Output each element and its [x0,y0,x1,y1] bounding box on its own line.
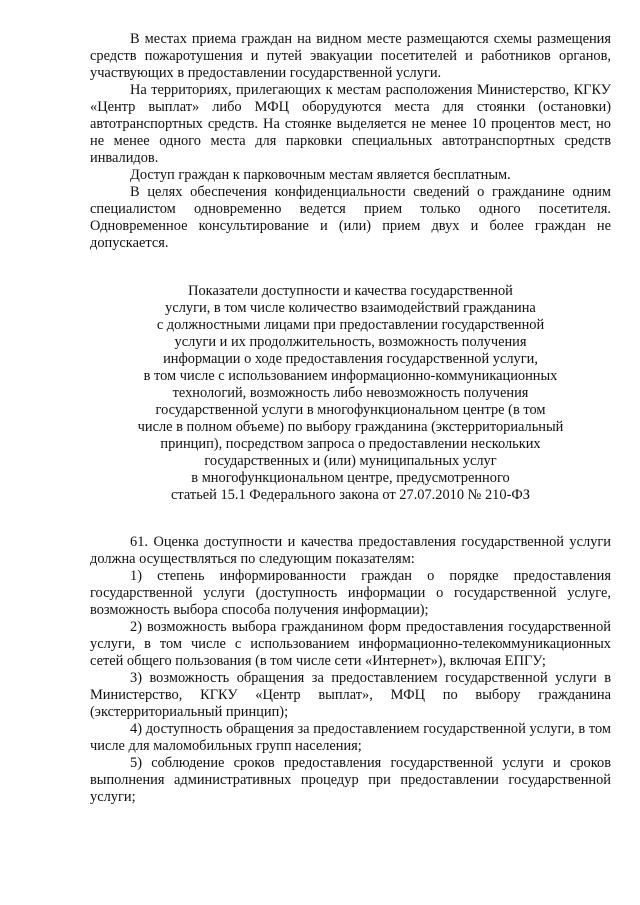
heading-line: Показатели доступности и качества государственной [188,283,513,299]
heading-line: услуги и их продолжительность, возможность получения [174,334,527,350]
heading-line: государственных и (или) муниципальных услуг [204,453,497,469]
heading-line: в том числе с использованием информационно-коммуникационных [143,368,558,384]
list-item-2: 2) возможность выбора гражданином форм предоставления государственной услуги, в том числе с использованием информационно-телекоммуникационных сетей общего пользования (в том числе сети «Интернет»), включая ЕПГУ; [90,619,611,669]
heading-line: с должностными лицами при предоставлении государственной [156,317,545,333]
heading-line: статьей 15.1 Федерального закона от 27.07.2010 № 210-ФЗ [171,487,530,503]
paragraph-evacuation-schemes: В местах приема граждан на видном месте размещаются схемы размещения средств пожаротушения и путей эвакуации посетителей и работников органов, участвующих в предоставлении государственной услуги. [90,31,611,81]
list-item-4: 4) доступность обращения за предоставлением государственной услуги, в том числе для маломобильных групп населения; [90,721,611,754]
paragraph-item-61: 61. Оценка доступности и качества предоставления государственной услуги должна осуществляться по следующим показателям: [90,534,611,567]
list-item-3: 3) возможность обращения за предоставлением государственной услуги в Министерство, КГКУ «Центр выплат», МФЦ по выбору гражданина (экстерриториальный принцип); [90,670,611,720]
heading-line: технологий, возможность либо невозможность получения [172,385,529,401]
heading-line: в многофункциональном центре, предусмотренного [191,470,510,486]
paragraph-free-parking: Доступ граждан к парковочным местам является бесплатным. [130,167,511,183]
list-item-1: 1) степень информированности граждан о порядке предоставления государственной услуги (доступность информации о государственной услуге, возможность выбора способа получения информации); [90,568,611,618]
paragraph-confidentiality: В целях обеспечения конфиденциальности сведений о гражданине одним специалистом одновременно ведется прием только одного посетителя. Одновременное консультирование и (или) прием двух и более граждан не допускается. [90,184,611,251]
heading-line: информации о ходе предоставления государственной услуги, [163,351,538,367]
heading-line: числе в полном объеме) по выбору гражданина (экстерриториальный [137,419,564,435]
list-item-5: 5) соблюдение сроков предоставления государственной услуги и сроков выполнения административных процедур при предоставлении государственной услуги; [90,755,611,805]
paragraph-parking-places: На территориях, прилегающих к местам расположения Министерство, КГКУ «Центр выплат» либо МФЦ оборудуются места для стоянки (остановки) автотранспортных средств. На стоянке выделяется не менее 10 процентов мест, но не менее одного места для парковки специальных автотранспортных средств инвалидов. [90,82,611,166]
heading-line: услуги, в том числе количество взаимодействий гражданина [165,300,536,316]
heading-line: принцип), посредством запроса о предоставлении нескольких [160,436,541,452]
section-heading [90,283,611,504]
heading-line: государственной услуги в многофункциональном центре (в том [155,402,546,418]
